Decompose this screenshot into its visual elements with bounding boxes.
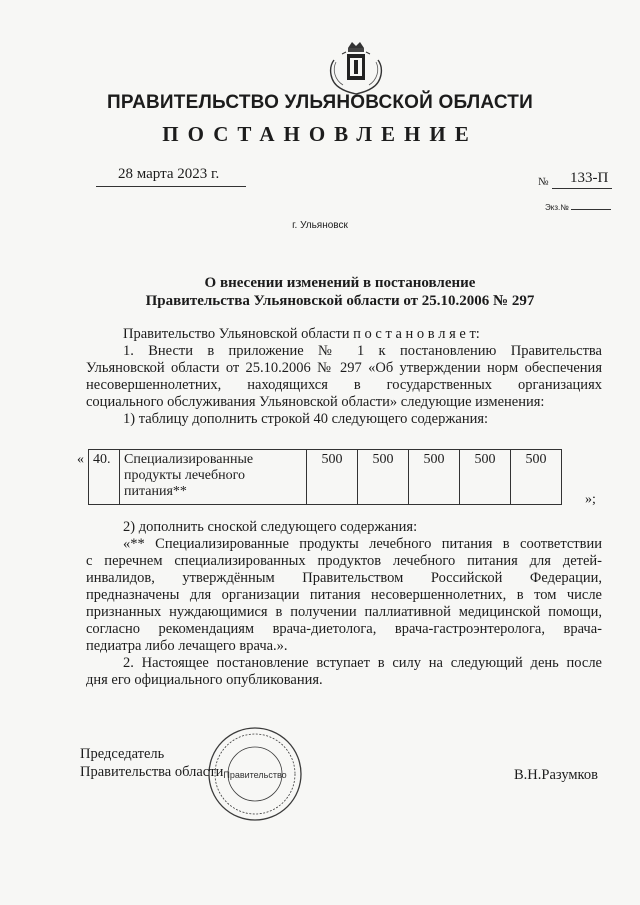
footnote-line-4: предназначены для организации питания несовершеннолетних, в том числе [86,587,602,603]
signer-title-line-2: Правительства области [80,764,224,780]
body-section-1 [86,326,602,428]
p1-line-4: социального обслуживания Ульяновской области» следующие изменения: [86,394,545,410]
government-name: ПРАВИТЕЛЬСТВО УЛЬЯНОВСКОЙ ОБЛАСТИ [107,92,533,113]
row-name-line-3: питания** [124,484,187,499]
p1-sub-1: 1) таблицу дополнить строкой 40 следующего содержания: [123,411,489,427]
table-open-quote: « [77,452,84,467]
table-row [89,450,562,505]
row-value-4: 500 [460,450,511,505]
row-value-3: 500 [409,450,460,505]
city: г. Ульяновск [292,220,348,231]
signer-title-line-1: Председатель [80,746,165,762]
inserted-table-row [88,449,562,505]
number-sign: № [538,176,549,188]
p1-line-2: Ульяновской области от 25.10.2006 № 297 «Об утверждении норм обеспечения [86,360,602,376]
table-close-quote: »; [585,492,596,507]
signer-name: В.Н.Разумков [514,767,598,783]
footnote-line-1: «** Специализированные продукты лечебного питания в соответствии [123,536,602,552]
seal-text: Правительство [223,770,287,780]
document-type: ПОСТАНОВЛЕНИЕ [162,122,478,146]
p3-line-2: дня его официального опубликования. [86,672,323,688]
coat-of-arms-icon [326,38,386,96]
copy-label: Экз.№ [545,203,569,212]
footnote-line-6: согласно рекомендациям врача-диетолога, врача-гастроэнтеролога, врача- [86,621,602,637]
subject-line-2: Правительства Ульяновской области от 25.10.2006 № 297 [145,293,535,309]
row-value-1: 500 [307,450,358,505]
body-section-2 [86,519,602,689]
preamble: Правительство Ульяновской области п о с т а н о в л я е т: [123,326,480,342]
p3-line-1: 2. Настоящее постановление вступает в силу на следующий день после [123,655,602,671]
p1-line-1: 1. Внести в приложение № 1 к постановлению Правительства [123,343,602,359]
subject-line-1: О внесении изменений в постановление [204,275,476,291]
row-name-line-2: продукты лечебного [124,468,245,483]
date-underline [96,186,246,187]
number-underline [552,188,612,189]
footnote-line-3: инвалидов, утверждённым Правительством Российской Федерации, [86,570,602,586]
copy-underline [571,209,611,210]
p1-line-3: несовершеннолетних, находящихся в государственных организациях [86,377,602,393]
document-subject [0,274,640,310]
footnote-line-2: с перечнем специализированных продуктов лечебного питания для детей- [86,553,602,569]
row-number: 40. [89,450,120,505]
row-name-line-1: Специализированные [124,452,254,467]
document-date: 28 марта 2023 г. [118,166,220,182]
row-value-2: 500 [358,450,409,505]
footnote-line-7: педиатра либо лечащего врача.». [86,638,288,654]
copy-number [545,203,611,212]
document-number: 133-П [570,170,609,186]
row-value-5: 500 [511,450,562,505]
row-name [120,450,307,505]
footnote-line-5: признанных нуждающимися в получении паллиативной медицинской помощи, [86,604,602,620]
p2: 2) дополнить сноской следующего содержания: [123,519,418,535]
